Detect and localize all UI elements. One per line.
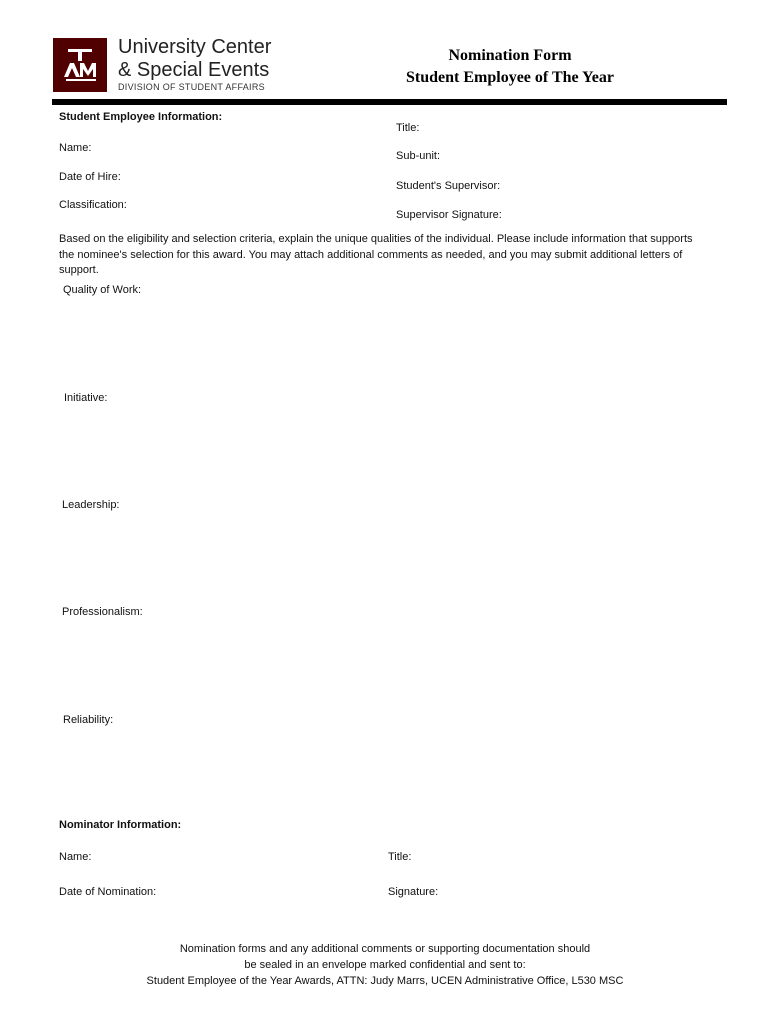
classification-field[interactable]: Classification:	[59, 199, 127, 211]
professionalism-field[interactable]: Professionalism:	[62, 606, 143, 618]
supervisor-field[interactable]: Student's Supervisor:	[396, 180, 501, 192]
footer-line2: be sealed in an envelope marked confidential and sent to:	[244, 959, 526, 971]
nominator-title-field[interactable]: Title:	[388, 851, 412, 863]
student-info-heading: Student Employee Information:	[59, 111, 223, 123]
form-title: Nomination Form	[448, 47, 572, 64]
atm-monogram-icon	[58, 43, 102, 87]
nominator-info-heading: Nominator Information:	[59, 819, 182, 831]
student-name-field[interactable]: Name:	[59, 142, 92, 154]
supervisor-signature-field[interactable]: Supervisor Signature:	[396, 209, 502, 221]
instructions-text: Based on the eligibility and selection criteria, explain the unique qualities of the individual. Please include information that supports the nominee's selection for this award. You may attach additional comments as needed, and you may submit additional letters of support.	[59, 233, 693, 276]
logo-text-line3: DIVISION OF STUDENT AFFAIRS	[118, 82, 265, 92]
nominator-signature-field[interactable]: Signature:	[388, 886, 439, 898]
initiative-field[interactable]: Initiative:	[64, 392, 108, 404]
date-of-hire-field[interactable]: Date of Hire:	[59, 171, 121, 183]
leadership-field[interactable]: Leadership:	[62, 499, 120, 511]
footer-line3: Student Employee of the Year Awards, ATTN: Judy Marrs, UCEN Administrative Office, L530 MSC	[146, 975, 624, 987]
title-field[interactable]: Title:	[396, 122, 420, 134]
logo-text-line1: University Center	[118, 36, 272, 58]
footer-line1: Nomination forms and any additional comments or supporting documentation should	[179, 943, 591, 955]
date-of-nomination-field[interactable]: Date of Nomination:	[59, 886, 157, 898]
quality-of-work-field[interactable]: Quality of Work:	[63, 284, 142, 296]
nominator-name-field[interactable]: Name:	[59, 851, 92, 863]
reliability-field[interactable]: Reliability:	[63, 714, 114, 726]
logo-text-line2: & Special Events	[118, 59, 270, 81]
sub-unit-field[interactable]: Sub-unit:	[396, 150, 441, 162]
atm-logo-icon	[53, 38, 107, 92]
form-subtitle: Student Employee of The Year	[406, 69, 614, 86]
header-divider	[52, 99, 727, 105]
